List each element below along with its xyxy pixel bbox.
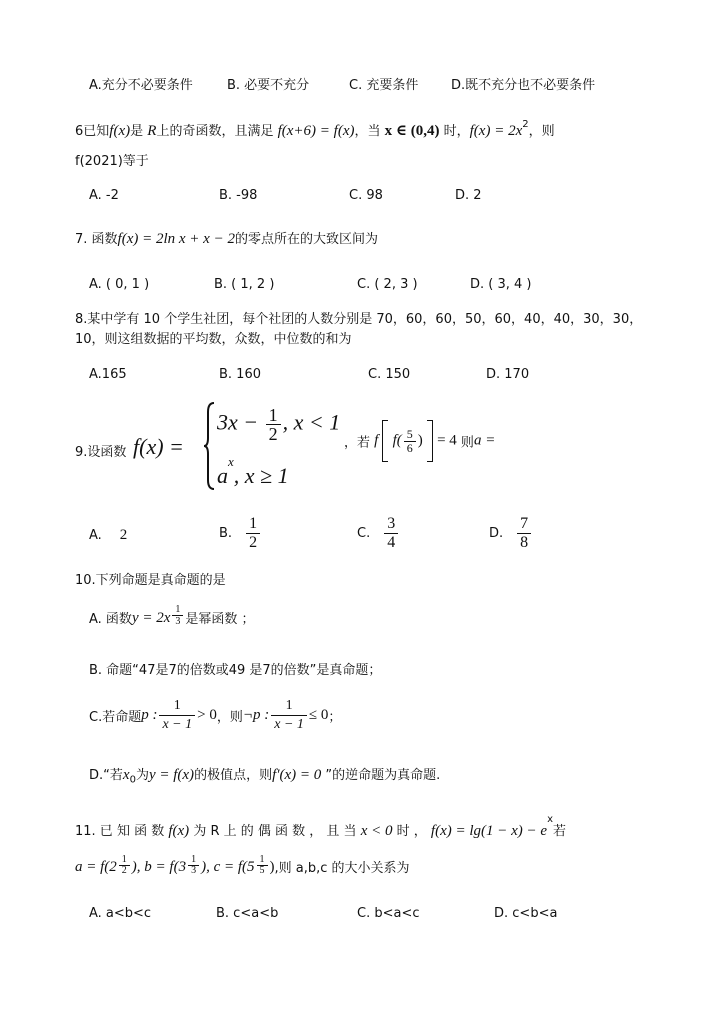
q9-opt-d-frac [517,515,531,552]
q10-a-expr: y = 2x [131,610,171,626]
q6-suffix: ，则 [528,124,555,139]
q11-exp-c [257,855,268,876]
q11-a-def: a = f(2 [75,859,117,875]
q10-d-deriv: f′(x) = 0 [272,767,322,783]
q8-option-c: C. 150 [368,367,411,382]
q6-fx: f(x) [109,123,131,139]
q9-case2-base: a [217,463,228,488]
q5-option-b: B. 必要不充分 [227,78,310,93]
q10-option-a [89,606,255,627]
q9-opt-a-value: 2 [119,527,128,543]
q10-c-prefix: C.若命题 [89,710,142,725]
q10-d-sub: 0 [129,774,136,786]
q6-option-b: B. -98 [219,188,258,203]
q10-c-num2: 1 [271,697,307,716]
q9-inner-den: 6 [406,440,413,455]
q9-opt-b-label: B. [219,526,233,541]
q9-case1-num: 1 [266,406,281,425]
q11-line1 [75,814,566,840]
q6-option-a: A. -2 [89,188,119,203]
q6-option-c: C. 98 [349,188,383,203]
q9-opt-d-num: 7 [517,515,531,534]
q10-a-exp [172,604,183,627]
q10-c-np: ¬p : [242,707,270,723]
q10-c-p: p : [141,707,158,723]
q10-a-exp-den: 3 [175,616,181,627]
q11-exp-b [188,855,199,876]
q7-option-d: D. ( 3, 4 ) [470,277,532,292]
q6-interval: x ∈ (0,4) [384,123,440,139]
q10-d-mid: 为 [135,768,149,783]
q10-c-frac1 [159,697,195,734]
q9-condition [344,420,495,462]
q11-fdef-exp: x [547,814,553,825]
q11-exp-b-num: 1 [188,855,199,866]
q10-c-gt: > 0 [197,707,217,723]
q9-opt-c-den: 4 [387,534,396,551]
q9-fx: f(x) = [133,434,184,459]
q9-opt-b-frac [246,515,260,552]
q5-option-d: D.既不充分也不必要条件 [451,78,596,93]
q6-def: f(x) = 2x [469,123,523,139]
q11-line1-b: 为 R 上 的 偶 函 数 ， 且 当 [193,824,357,839]
q9-option-c [357,515,400,552]
q6-mid1: 是 [130,124,144,139]
q9-brace [203,402,215,490]
q9-option-d [489,515,533,552]
q9-opt-b-den: 2 [249,534,258,551]
q10-c-end: ； [328,710,342,725]
q10-a-suffix: 是幂函数 ； [185,612,255,627]
q9-f-inner-close: ) [417,432,423,449]
q11-exp-a-num: 1 [119,855,130,866]
q10-c-den2: x − 1 [274,717,304,732]
q10-d-prefix: D.“若 [89,768,123,783]
q6-prefix: 6已知 [75,124,110,139]
q9-case2 [217,454,289,489]
q7-prefix: 7. 函数 [75,232,118,247]
q7-option-a: A. ( 0, 1 ) [89,277,150,292]
q11-line1-d: 若 [552,824,566,839]
q9-eq4: = 4 [437,432,457,449]
q10-b-text: B. 命题“47是7的倍数或49 是7的倍数”是真命题； [89,663,382,678]
q7-option-c: C. ( 2, 3 ) [357,277,418,292]
q11-option-a: A. a<b<c [89,906,152,921]
q8-text2: 10，则这组数据的平均数，众数，中位数的和为 [75,332,352,347]
q6-question: f(2021)等于 [75,154,149,169]
q9-case1-b: , x < 1 [282,409,341,435]
q9-a-eq: a = [473,432,496,449]
q11-exp-a [119,855,130,876]
q9-opt-c-frac [384,515,398,552]
q11-exp-c-num: 1 [257,855,268,866]
q6-option-d: D. 2 [455,188,482,203]
q6-cond: f(x+6) = f(x) [277,123,355,139]
q10-d-func: y = f(x) [148,767,195,783]
q9-opt-d-den: 8 [520,534,529,551]
q11-option-c: C. b<a<c [357,906,420,921]
q9-bracket-right [427,420,433,462]
q10-c-then: ，则 [216,710,243,725]
q11-exp-b-den: 3 [191,865,197,876]
q9-case1 [217,406,340,443]
q11-line1-a: 11. 已 知 函 数 [75,824,165,839]
q9-opt-c-num: 3 [384,515,398,534]
q5-option-a: A.充分不必要条件 [89,78,193,93]
q10-title-text: 10.下列命题是真命题的是 [75,573,226,588]
q9-f-outer: f [374,432,379,449]
q9-case2-rest: , x ≥ 1 [233,463,289,488]
q10-d-mid2: 的极值点，则 [194,768,273,783]
q11-option-b: B. c<a<b [216,906,279,921]
q10-a-prefix: A. 函数 [89,612,132,627]
q9-opt-d-label: D. [489,526,504,541]
q6-mid3: ，当 [354,124,381,139]
q11-xlt0: x < 0 [360,823,393,839]
q11-fx: f(x) [168,823,190,839]
q8-option-a: A.165 [89,367,127,382]
q10-c-le: ≤ 0 [308,707,329,723]
q6-mid2: 上的奇函数，且满足 [156,124,274,139]
q10-c-num1: 1 [159,697,195,716]
q11-exp-a-den: 2 [121,865,127,876]
q6-def-exp: 2 [522,119,529,130]
q9-inner-frac [404,428,416,455]
q9-f-inner: f( [392,432,402,449]
q9-case1-a: 3x − [217,409,259,435]
q10-option-d [89,764,440,786]
q7-func: f(x) = 2ln x + x − 2 [117,231,235,247]
q9-option-b [219,515,262,552]
q11-line1-c: 时 ， [396,824,427,839]
q9-inner-num: 5 [404,428,416,442]
q10-a-exp-num: 1 [172,604,183,616]
q10-d-suffix: ”的逆命题为真命题. [321,768,441,783]
q7-option-b: B. ( 1, 2 ) [214,277,275,292]
q11-line2 [75,855,410,876]
q11-b-def: ), b = f(3 [131,859,187,875]
q9-opt-b-num: 1 [246,515,260,534]
q9-opt-a-label: A. [89,528,102,543]
q11-line2-suffix: ,则 a,b,c 的大小关系为 [274,861,410,876]
q9-bracket-left [382,420,388,462]
q11-close: ) [269,859,275,875]
q8-option-d: D. 170 [486,367,530,382]
q6-R: R [147,123,157,139]
q9-case1-den: 2 [268,424,278,444]
q9-mid: ，若 [344,435,371,451]
q6-mid4: 时， [443,124,470,139]
q11-fdef: f(x) = lg(1 − x) − e [430,823,548,839]
q9-case1-frac [266,406,281,443]
q8-option-b: B. 160 [219,367,261,382]
q11-c-def: ), c = f(5 [201,859,255,875]
q9-prefix: 9.设函数 [75,445,127,460]
q10-c-frac2 [271,697,307,734]
q7-suffix: 的零点所在的大致区间为 [234,232,378,247]
q11-exp-c-den: 5 [259,865,265,876]
q5-option-c: C. 充要条件 [349,78,419,93]
q9-case2-exp: x [228,454,234,469]
q10-c-den1: x − 1 [162,717,193,732]
q11-option-d: D. c<b<a [494,906,558,921]
q9-option-a [89,527,127,544]
q10-option-c [89,697,341,734]
q8-text1: 8.某中学有 10 个学生社团，每个社团的人数分别是 70，60，60，50，60，40，40，30，30， [75,312,643,327]
q10-d-x0: x [122,767,130,783]
q9-opt-c-label: C. [357,526,371,541]
q9-then: 则 [460,435,474,451]
